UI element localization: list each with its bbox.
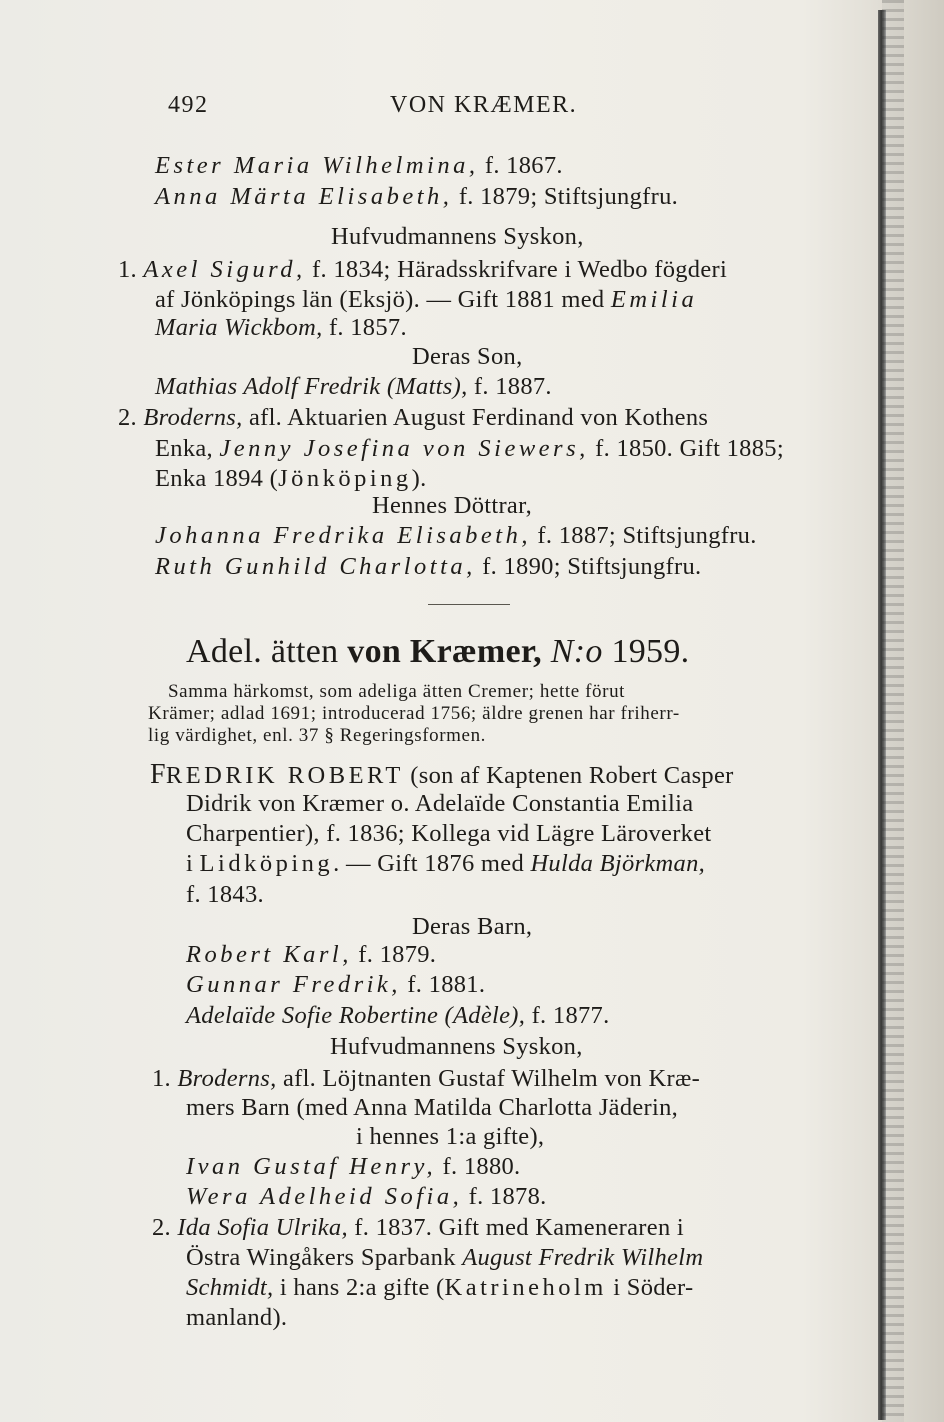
text-line: Enka 1894 (Jönköping). [155,465,427,492]
running-title: VON KRÆMER. [390,92,578,118]
text-line: Östra Wingåkers Sparbank August Fredrik Wilhelm [186,1244,704,1271]
text-line: 1. Axel Sigurd, f. 1834; Häradsskrifvare i Wedbo fögderi [118,256,728,283]
text-line: 2. Ida Sofia Ulrika, f. 1837. Gift med Kameneraren i [152,1214,685,1241]
text-line: i hennes 1:a gifte), [356,1123,545,1150]
text-line: manland). [186,1304,288,1331]
section-heading: Hufvudmannens Syskon, [331,223,584,250]
text-line: i Lidköping. — Gift 1876 med Hulda Björkman, [186,850,706,877]
text-line: Robert Karl, f. 1879. [186,941,437,968]
text-line: 2. Broderns, afl. Aktuarien August Ferdinand von Kothens [118,404,709,431]
description-line: lig värdighet, enl. 37 § Regeringsformen. [148,725,487,746]
text-line: mers Barn (med Anna Matilda Charlotta Jäderin, [186,1094,679,1121]
text-line: Anna Märta Elisabeth, f. 1879; Stiftsjungfru. [155,183,679,210]
text-line: 1. Broderns, afl. Löjtnanten Gustaf Wilhelm von Kræ- [152,1065,701,1092]
text-line: Ruth Gunhild Charlotta, f. 1890; Stiftsjungfru. [155,553,702,580]
page-edge-texture [882,0,904,1422]
description-line: Krämer; adlad 1691; introducerad 1756; äldre grenen har friherr- [148,703,680,724]
text-line: Adelaïde Sofie Robertine (Adèle), f. 1877. [186,1002,610,1029]
description-line: Samma härkomst, som adeliga ätten Cremer; hette förut [168,681,626,702]
text-line: FREDRIK ROBERT (son af Kaptenen Robert Casper [150,759,734,790]
family-title: Adel. ätten von Kræmer, N:o 1959. [186,633,690,670]
text-line: Ivan Gustaf Henry, f. 1880. [186,1153,521,1180]
text-line: Johanna Fredrika Elisabeth, f. 1887; Stiftsjungfru. [155,522,757,549]
section-heading: Hufvudmannens Syskon, [330,1033,583,1060]
text-line: Gunnar Fredrik, f. 1881. [186,971,486,998]
page-number: 492 [168,92,209,118]
text-line: Ester Maria Wilhelmina, f. 1867. [155,152,563,179]
text-line: Maria Wickbom, f. 1857. [155,314,407,341]
section-heading: Deras Son, [412,343,523,370]
text-line: Schmidt, i hans 2:a gifte (Katrineholm i Söder- [186,1274,694,1301]
text-line: f. 1843. [186,881,264,908]
text-line: Enka, Jenny Josefina von Siewers, f. 1850. Gift 1885; [155,435,784,462]
text-line: Charpentier), f. 1836; Kollega vid Lägre Läroverket [186,820,712,847]
section-divider [428,604,510,605]
text-line: Mathias Adolf Fredrik (Matts), f. 1887. [155,373,552,400]
section-heading: Hennes Döttrar, [372,492,532,519]
text-line: Didrik von Kræmer o. Adelaïde Constantia Emilia [186,790,694,817]
section-heading: Deras Barn, [412,913,533,940]
text-line: Wera Adelheid Sofia, f. 1878. [186,1183,547,1210]
text-line: af Jönköpings län (Eksjö). — Gift 1881 med Emilia [155,286,698,313]
